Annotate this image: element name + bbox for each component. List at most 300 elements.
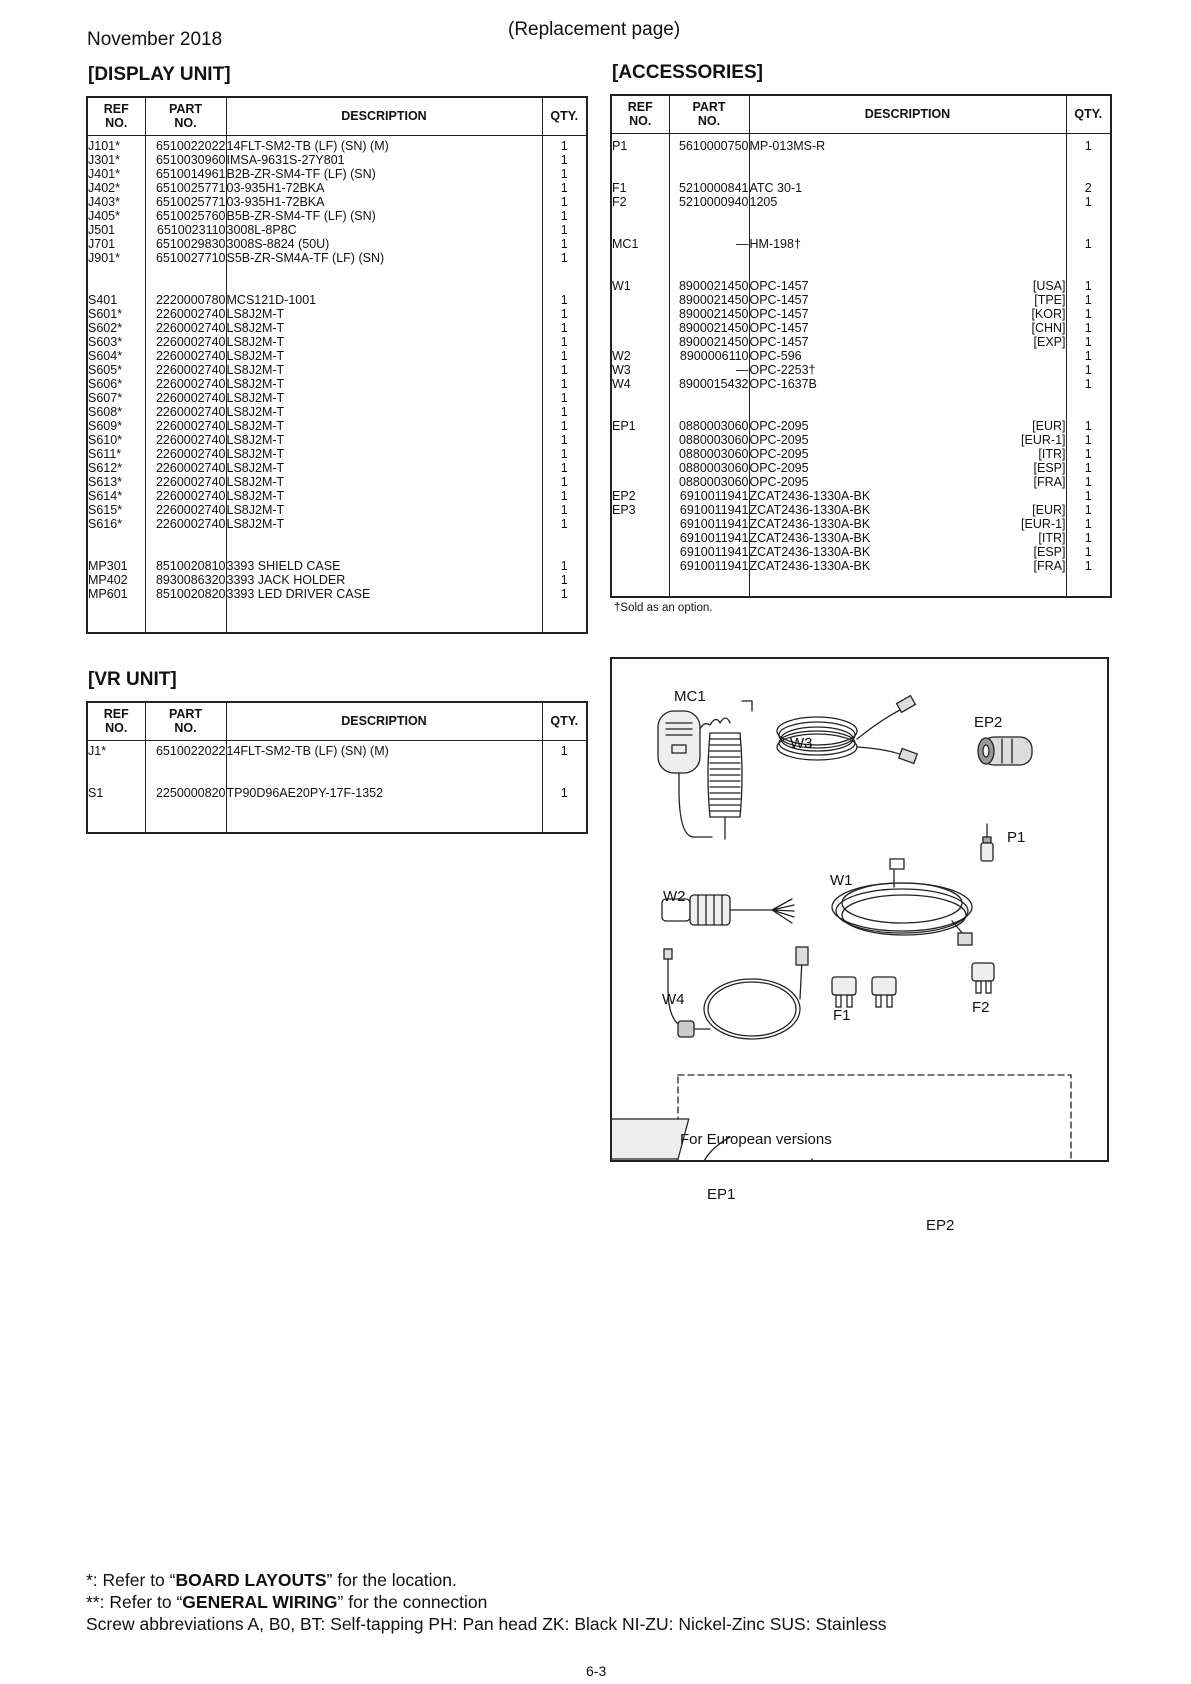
table-cell: 1 <box>1084 278 1092 293</box>
region-tag: [EUR-1] <box>1021 432 1066 447</box>
table-cell: S602* <box>88 320 123 335</box>
table-cell: 1 <box>1084 446 1092 461</box>
region-tag: [EUR-1] <box>1021 516 1066 531</box>
region-tag: [USA] <box>1032 278 1066 293</box>
vr-unit-table-wrap <box>86 701 588 834</box>
table-cell <box>543 531 587 545</box>
table-cell <box>543 758 587 772</box>
table-cell: 3008S-8824 (50U) <box>226 236 330 251</box>
description-text: OPC-2095 <box>749 446 809 461</box>
table-cell <box>670 153 749 167</box>
description-text: OPC-2095 <box>749 474 809 489</box>
table-cell: — <box>736 362 749 377</box>
table-cell <box>88 758 145 772</box>
table-cell <box>612 559 669 573</box>
description-text: HM-198† <box>749 236 801 251</box>
table-cell: 03-935H1-72BKA <box>226 194 325 209</box>
header-part-no-line: PART <box>168 707 203 722</box>
table-cell <box>750 223 1066 237</box>
table-cell: S608* <box>88 404 123 419</box>
description-text: OPC-1457 <box>749 292 809 307</box>
table-cell: 2260002740 <box>155 348 226 363</box>
table-cell <box>543 545 587 559</box>
table-cell: 1 <box>1084 488 1092 503</box>
accessories-table-wrap <box>610 94 1112 598</box>
table-cell <box>750 209 1066 223</box>
table-cell <box>612 391 669 405</box>
table-cell: 6510014961 <box>155 166 226 181</box>
table-cell: 8930086320 <box>155 572 226 587</box>
table-cell: IMSA-9631S-27Y801 <box>226 152 345 167</box>
table-cell <box>750 195 1066 209</box>
label-mc1: MC1 <box>674 688 706 705</box>
table-cell: J701 <box>88 236 116 251</box>
table-cell: MP601 <box>88 586 128 601</box>
table-cell: S607* <box>88 390 123 405</box>
description-text: OPC-2253† <box>749 362 816 377</box>
table-cell: 2260002740 <box>155 516 226 531</box>
table-cell: LS8J2M-T <box>226 376 285 391</box>
table-cell: S601* <box>88 306 123 321</box>
vr-unit-title: [VR UNIT] <box>88 669 177 690</box>
table-cell: 2260002740 <box>155 320 226 335</box>
table-cell <box>750 363 1066 377</box>
table-cell: 1 <box>1084 418 1092 433</box>
table-cell: S612* <box>88 460 123 475</box>
table-cell <box>612 293 669 307</box>
fuse-f1-icon <box>832 977 896 1007</box>
table-cell: LS8J2M-T <box>226 404 285 419</box>
display-unit-table <box>86 96 588 634</box>
header-part-no-line: PART <box>168 102 203 117</box>
table-cell <box>750 391 1066 405</box>
table-cell: 1 <box>1084 376 1092 391</box>
table-cell: 3393 SHIELD CASE <box>226 558 341 573</box>
table-cell <box>1067 223 1111 237</box>
table-cell: 1 <box>560 334 568 349</box>
table-cell <box>146 758 226 772</box>
header-ref-no-line: NO. <box>105 116 128 131</box>
table-cell: 6910011941 <box>679 516 749 531</box>
table-cell: — <box>736 236 749 251</box>
plug-icon <box>981 824 993 861</box>
description-text: OPC-1457 <box>749 334 809 349</box>
table-cell: S613* <box>88 474 123 489</box>
table-cell: 1 <box>1084 306 1092 321</box>
description-text: OPC-2095 <box>749 432 809 447</box>
header-qty: QTY. <box>542 97 587 135</box>
table-cell: 0880003060 <box>678 474 749 489</box>
table-cell: 6510029830 <box>155 236 226 251</box>
table-cell <box>750 531 1066 545</box>
table-cell <box>670 265 749 279</box>
table-cell: 2260002740 <box>155 376 226 391</box>
table-cell: S603* <box>88 334 123 349</box>
table-cell: 6510030960 <box>155 152 226 167</box>
table-cell: S609* <box>88 418 123 433</box>
table-cell <box>750 461 1066 475</box>
description-text: ZCAT2436-1330A-BK <box>749 558 871 573</box>
qty-column <box>542 135 587 633</box>
vr-unit-table <box>86 701 588 834</box>
table-cell: 8510020820 <box>155 586 226 601</box>
table-cell: 2260002740 <box>155 334 226 349</box>
table-cell: 0880003060 <box>678 418 749 433</box>
ref-column <box>87 135 145 633</box>
header-ref-no-line: REF <box>103 707 129 722</box>
replacement-note: (Replacement page) <box>508 19 681 40</box>
label-f1: F1 <box>833 1007 851 1024</box>
table-cell: LS8J2M-T <box>226 334 285 349</box>
table-cell <box>750 279 1066 293</box>
table-cell: 6510025760 <box>155 208 226 223</box>
table-cell: 6510027710 <box>155 250 226 265</box>
microphone-icon <box>658 701 752 839</box>
european-caption: For European versions <box>680 1131 832 1148</box>
table-cell <box>750 447 1066 461</box>
table-cell: 1 <box>1084 292 1092 307</box>
table-cell <box>612 545 669 559</box>
table-cell: S1 <box>88 785 104 800</box>
table-cell: 1 <box>560 558 568 573</box>
table-cell: LS8J2M-T <box>226 446 285 461</box>
table-cell: LS8J2M-T <box>226 502 285 517</box>
table-cell <box>1067 405 1111 419</box>
table-cell <box>750 405 1066 419</box>
accessories-drawing <box>612 659 1107 1160</box>
table-cell: 2260002740 <box>155 446 226 461</box>
table-cell: 2250000820 <box>155 785 226 800</box>
table-cell: 2260002740 <box>155 474 226 489</box>
table-cell: 6910011941 <box>679 530 749 545</box>
table-cell <box>670 167 749 181</box>
table-cell <box>750 489 1066 503</box>
table-cell: S615* <box>88 502 123 517</box>
table-cell: 1 <box>1084 474 1092 489</box>
table-cell <box>227 772 542 786</box>
table-cell <box>146 265 226 279</box>
table-cell <box>543 265 587 279</box>
label-f2: F2 <box>972 999 990 1016</box>
table-cell: W3 <box>612 362 631 377</box>
description-column <box>226 135 542 633</box>
table-cell: 1 <box>560 138 568 153</box>
ferrite-core-icon <box>978 737 1032 765</box>
table-cell: 1 <box>560 306 568 321</box>
table-cell: 3393 JACK HOLDER <box>226 572 346 587</box>
table-cell <box>1067 265 1111 279</box>
table-cell <box>146 545 226 559</box>
header-ref-no-line: NO. <box>105 721 128 736</box>
description-text: ZCAT2436-1330A-BK <box>749 530 871 545</box>
table-cell: 6910011941 <box>679 488 749 503</box>
table-cell: 1 <box>560 474 568 489</box>
description-text: ZCAT2436-1330A-BK <box>749 488 871 503</box>
table-cell <box>88 545 145 559</box>
table-cell: LS8J2M-T <box>226 474 285 489</box>
table-cell <box>543 772 587 786</box>
table-cell: 1 <box>560 292 568 307</box>
header-qty: QTY. <box>542 702 587 740</box>
table-cell <box>750 237 1066 251</box>
table-cell: B2B-ZR-SM4-TF (LF) (SN) <box>226 166 376 181</box>
header-ref-no <box>611 95 669 133</box>
table-cell: LS8J2M-T <box>226 362 285 377</box>
table-cell: 6910011941 <box>679 558 749 573</box>
table-cell: 1 <box>560 404 568 419</box>
table-cell: LS8J2M-T <box>226 306 285 321</box>
table-cell: J901* <box>88 250 120 265</box>
description-text: ZCAT2436-1330A-BK <box>749 544 871 559</box>
table-cell: 6910011941 <box>679 544 749 559</box>
label-ep1-eu: EP1 <box>707 1186 736 1203</box>
table-cell: 03-935H1-72BKA <box>226 180 325 195</box>
table-cell <box>612 405 669 419</box>
header-part-no-line: NO. <box>697 114 721 129</box>
table-cell: W1 <box>612 278 631 293</box>
table-cell <box>750 167 1066 181</box>
description-column <box>749 133 1066 597</box>
table-cell <box>227 531 542 545</box>
table-cell <box>670 251 749 265</box>
table-cell <box>750 293 1066 307</box>
table-cell: 1 <box>1084 558 1092 573</box>
table-cell: 1 <box>1084 138 1092 153</box>
table-cell: 1 <box>560 180 568 195</box>
table-cell: 1 <box>560 516 568 531</box>
header-ref-no <box>87 97 145 135</box>
region-tag: [ITR] <box>1038 446 1066 461</box>
part-column <box>145 135 226 633</box>
header-part-no-line: NO. <box>174 721 197 736</box>
table-cell <box>750 475 1066 489</box>
vr-unit-body <box>87 740 587 833</box>
region-tag: [CHN] <box>1031 320 1066 335</box>
table-cell <box>612 321 669 335</box>
table-cell: 8900021450 <box>678 292 749 307</box>
table-cell <box>146 772 226 786</box>
table-cell: S616* <box>88 516 123 531</box>
table-cell: W2 <box>612 348 631 363</box>
table-cell: 3393 LED DRIVER CASE <box>226 586 371 601</box>
region-tag: [EUR] <box>1032 502 1066 517</box>
label-p1: P1 <box>1007 829 1026 846</box>
table-cell <box>146 531 226 545</box>
table-cell: 2260002740 <box>155 404 226 419</box>
table-cell: 1 <box>560 250 568 265</box>
header-part-no <box>669 95 749 133</box>
table-cell: 1 <box>560 502 568 517</box>
table-cell <box>612 433 669 447</box>
table-cell: 2260002740 <box>155 432 226 447</box>
table-cell <box>612 447 669 461</box>
table-cell: J403* <box>88 194 120 209</box>
region-tag: [ESP] <box>1033 460 1066 475</box>
region-tag: [FRA] <box>1033 558 1066 573</box>
description-text: ZCAT2436-1330A-BK <box>749 502 871 517</box>
table-cell: LS8J2M-T <box>226 320 285 335</box>
table-cell: 1 <box>560 194 568 209</box>
table-cell: W4 <box>612 376 631 391</box>
option-footnote: †Sold as an option. <box>614 602 713 614</box>
table-cell <box>612 307 669 321</box>
description-text: MP-013MS-R <box>749 138 826 153</box>
table-cell <box>1067 251 1111 265</box>
accessories-illustration <box>610 657 1109 1234</box>
cable-w3-icon <box>777 696 917 764</box>
table-cell: 1 <box>560 348 568 363</box>
table-cell: 0880003060 <box>678 446 749 461</box>
table-cell <box>750 307 1066 321</box>
table-cell: 2260002740 <box>155 362 226 377</box>
table-cell: LS8J2M-T <box>226 390 285 405</box>
table-cell: 1 <box>560 572 568 587</box>
header-part-no <box>145 97 226 135</box>
table-cell: 8900015432 <box>678 376 749 391</box>
table-cell: F2 <box>612 194 627 209</box>
table-cell <box>670 209 749 223</box>
table-cell: 1 <box>560 390 568 405</box>
table-cell: 8900006110 <box>679 348 749 363</box>
description-text: 1205 <box>749 194 778 209</box>
accessories-body <box>611 133 1111 597</box>
table-cell: 1 <box>1084 236 1092 251</box>
table-cell <box>750 251 1066 265</box>
table-cell: 1 <box>1084 348 1092 363</box>
label-ep2-eu: EP2 <box>926 1217 955 1234</box>
table-cell: 6510025771 <box>155 194 226 209</box>
table-cell: 14FLT-SM2-TB (LF) (SN) (M) <box>226 138 389 153</box>
table-cell: 3008L-8P8C <box>226 222 297 237</box>
table-cell <box>750 545 1066 559</box>
header-ref-no-line: NO. <box>629 114 652 129</box>
table-cell: S614* <box>88 488 123 503</box>
table-cell: S605* <box>88 362 123 377</box>
table-cell <box>227 545 542 559</box>
table-cell: 1 <box>1084 530 1092 545</box>
table-cell: 2260002740 <box>155 418 226 433</box>
table-cell: 1 <box>560 222 568 237</box>
table-cell: MC1 <box>612 236 639 251</box>
table-cell: J405* <box>88 208 120 223</box>
ref-column <box>611 133 669 597</box>
qty-column <box>1066 133 1111 597</box>
table-cell: EP1 <box>612 418 636 433</box>
table-cell <box>227 265 542 279</box>
display-unit-table-wrap <box>86 96 588 634</box>
table-cell <box>750 153 1066 167</box>
table-cell: 14FLT-SM2-TB (LF) (SN) (M) <box>226 743 389 758</box>
header-ref-no <box>87 702 145 740</box>
table-cell <box>1067 167 1111 181</box>
table-cell <box>670 405 749 419</box>
description-text: OPC-1457 <box>749 320 809 335</box>
table-cell: 1 <box>560 432 568 447</box>
table-cell: 2260002740 <box>155 502 226 517</box>
region-tag: [TPE] <box>1034 292 1066 307</box>
table-cell: S611* <box>88 446 122 461</box>
table-cell <box>670 391 749 405</box>
table-cell: S610* <box>88 432 123 447</box>
region-tag: [EUR] <box>1032 418 1066 433</box>
table-cell: 8900021450 <box>678 278 749 293</box>
region-tag: [FRA] <box>1033 474 1066 489</box>
table-cell: MP402 <box>88 572 128 587</box>
label-w1: W1 <box>830 872 853 889</box>
fuse-f2-icon <box>972 963 994 993</box>
region-tag: [ESP] <box>1033 544 1066 559</box>
page-date: November 2018 <box>87 29 223 50</box>
display-unit-body <box>87 135 587 633</box>
table-cell: 1 <box>560 785 568 800</box>
table-cell: 2260002740 <box>155 306 226 321</box>
table-cell <box>146 279 226 293</box>
label-w3: W3 <box>790 735 813 752</box>
display-unit-title: [DISPLAY UNIT] <box>88 64 231 85</box>
table-cell: J301* <box>88 152 120 167</box>
table-cell: J101* <box>88 138 120 153</box>
table-cell: J401* <box>88 166 120 181</box>
table-cell: 2260002740 <box>155 460 226 475</box>
table-cell: EP3 <box>612 502 636 517</box>
description-text: OPC-596 <box>749 348 802 363</box>
qty-column <box>542 740 587 833</box>
table-cell: 2260002740 <box>155 488 226 503</box>
table-cell: LS8J2M-T <box>226 348 285 363</box>
header-description: DESCRIPTION <box>226 702 542 740</box>
table-cell <box>750 181 1066 195</box>
table-cell: 1 <box>1084 194 1092 209</box>
table-cell: 5610000750 <box>678 138 749 153</box>
table-cell: 1 <box>560 152 568 167</box>
table-cell: S5B-ZR-SM4A-TF (LF) (SN) <box>226 250 385 265</box>
table-cell: MP301 <box>88 558 128 573</box>
table-cell <box>88 531 145 545</box>
table-cell <box>750 349 1066 363</box>
label-ep2: EP2 <box>974 714 1003 731</box>
table-cell <box>612 265 669 279</box>
table-cell: MCS121D-1001 <box>226 292 317 307</box>
table-cell: 2260002740 <box>155 390 226 405</box>
table-cell: 8510020810 <box>155 558 226 573</box>
table-cell: 6510023110 <box>156 222 226 237</box>
table-cell <box>750 419 1066 433</box>
table-cell: EP2 <box>612 488 636 503</box>
table-cell: P1 <box>612 138 628 153</box>
table-cell: 1 <box>560 208 568 223</box>
table-cell <box>227 758 542 772</box>
table-cell: 1 <box>1084 460 1092 475</box>
power-cable-w1-icon <box>832 859 972 945</box>
table-cell: 1 <box>560 166 568 181</box>
table-cell <box>612 475 669 489</box>
table-cell: TP90D96AE20PY-17F-1352 <box>226 785 384 800</box>
table-cell: F1 <box>612 180 627 195</box>
table-cell: 1 <box>560 460 568 475</box>
description-text: ATC 30-1 <box>749 180 803 195</box>
table-cell <box>543 279 587 293</box>
footer-note-general-wiring: **: Refer to “GENERAL WIRING” for the connection <box>86 1592 488 1612</box>
table-cell <box>612 531 669 545</box>
description-text: ZCAT2436-1330A-BK <box>749 516 871 531</box>
table-cell <box>88 772 145 786</box>
table-cell <box>1067 391 1111 405</box>
table-cell: 0880003060 <box>678 432 749 447</box>
table-cell: S606* <box>88 376 123 391</box>
region-tag: [KOR] <box>1031 306 1066 321</box>
table-cell <box>612 223 669 237</box>
table-cell: 2 <box>1084 180 1092 195</box>
